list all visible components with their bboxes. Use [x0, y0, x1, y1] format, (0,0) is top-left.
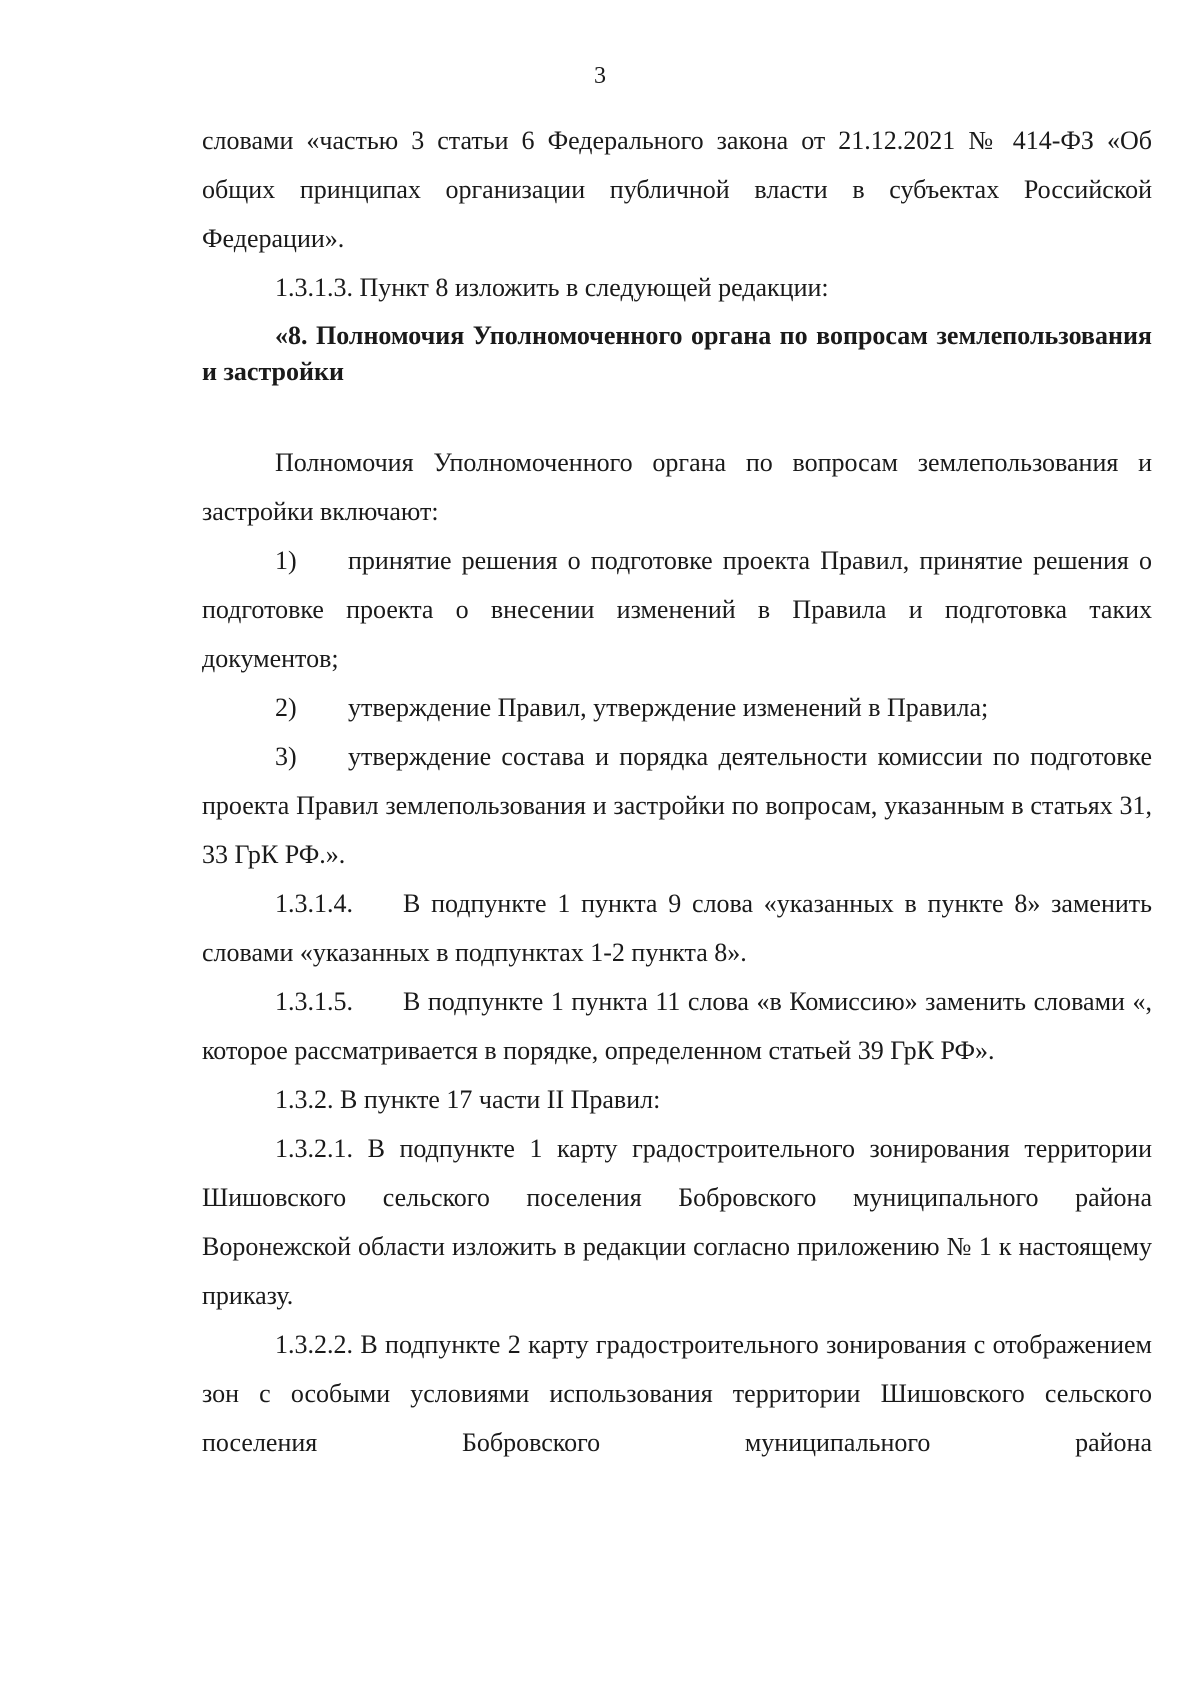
paragraph-text: В подпункте 1 пункта 9 слова «указанных в пункте 8» заменить словами «указанных в подпунктах 1-2 пункта 8».: [202, 889, 1152, 967]
paragraph-powers-intro: Полномочия Уполномоченного органа по вопросам землепользования и застройки включают:: [202, 448, 1152, 526]
paragraph-1-3-1-4: [202, 879, 1152, 977]
paragraph-continuation: словами «частью 3 статьи 6 Федерального закона от 21.12.2021 № 414-ФЗ «Об общих принципах организации публичной власти в субъектах Российской Федерации».: [202, 126, 1152, 253]
paragraph-text: В подпункте 1 пункта 11 слова «в Комиссию» заменить словами «, которое рассматривается в порядке, определенном статьей 39 ГрК РФ».: [202, 987, 1152, 1065]
list-item-number: 2): [275, 693, 297, 722]
list-item-3: [202, 732, 1152, 879]
list-item-number: 1): [275, 546, 297, 575]
paragraph-number: 1.3.1.4.: [275, 889, 353, 918]
list-item-text: утверждение Правил, утверждение изменений в Правила;: [348, 693, 989, 722]
list-item-2: [202, 683, 1152, 732]
paragraph-1-3-1-3: 1.3.1.3. Пункт 8 изложить в следующей редакции:: [275, 273, 829, 302]
page-number: 3: [594, 63, 606, 89]
paragraph-1-3-2-1: 1.3.2.1. В подпункте 1 карту градостроительного зонирования территории Шишовского сельского поселения Бобровского муниципального района Воронежской области изложить в редакции согласно приложению № 1 к настоящему приказу.: [202, 1134, 1152, 1310]
section-heading-8: «8. Полномочия Уполномоченного органа по вопросам землепользования и застройки: [202, 321, 1152, 386]
list-item-1: [202, 536, 1152, 683]
paragraph-1-3-2-2: 1.3.2.2. В подпункте 2 карту градостроительного зонирования с отображением зон с особыми условиями использования территории Шишовского сельского поселения Бобровского муниципального района: [202, 1330, 1152, 1457]
paragraph-1-3-2: 1.3.2. В пункте 17 части II Правил:: [275, 1085, 661, 1114]
list-item-number: 3): [275, 742, 297, 771]
paragraph-number: 1.3.1.5.: [275, 987, 353, 1016]
list-item-text: принятие решения о подготовке проекта Правил, принятие решения о подготовке проекта о внесении изменений в Правила и подготовка таких документов;: [202, 546, 1152, 673]
document-body: [202, 116, 1152, 1467]
paragraph-1-3-1-5: [202, 977, 1152, 1075]
list-item-text: утверждение состава и порядка деятельности комиссии по подготовке проекта Правил землепользования и застройки по вопросам, указанным в статьях 31, 33 ГрК РФ.».: [202, 742, 1152, 869]
